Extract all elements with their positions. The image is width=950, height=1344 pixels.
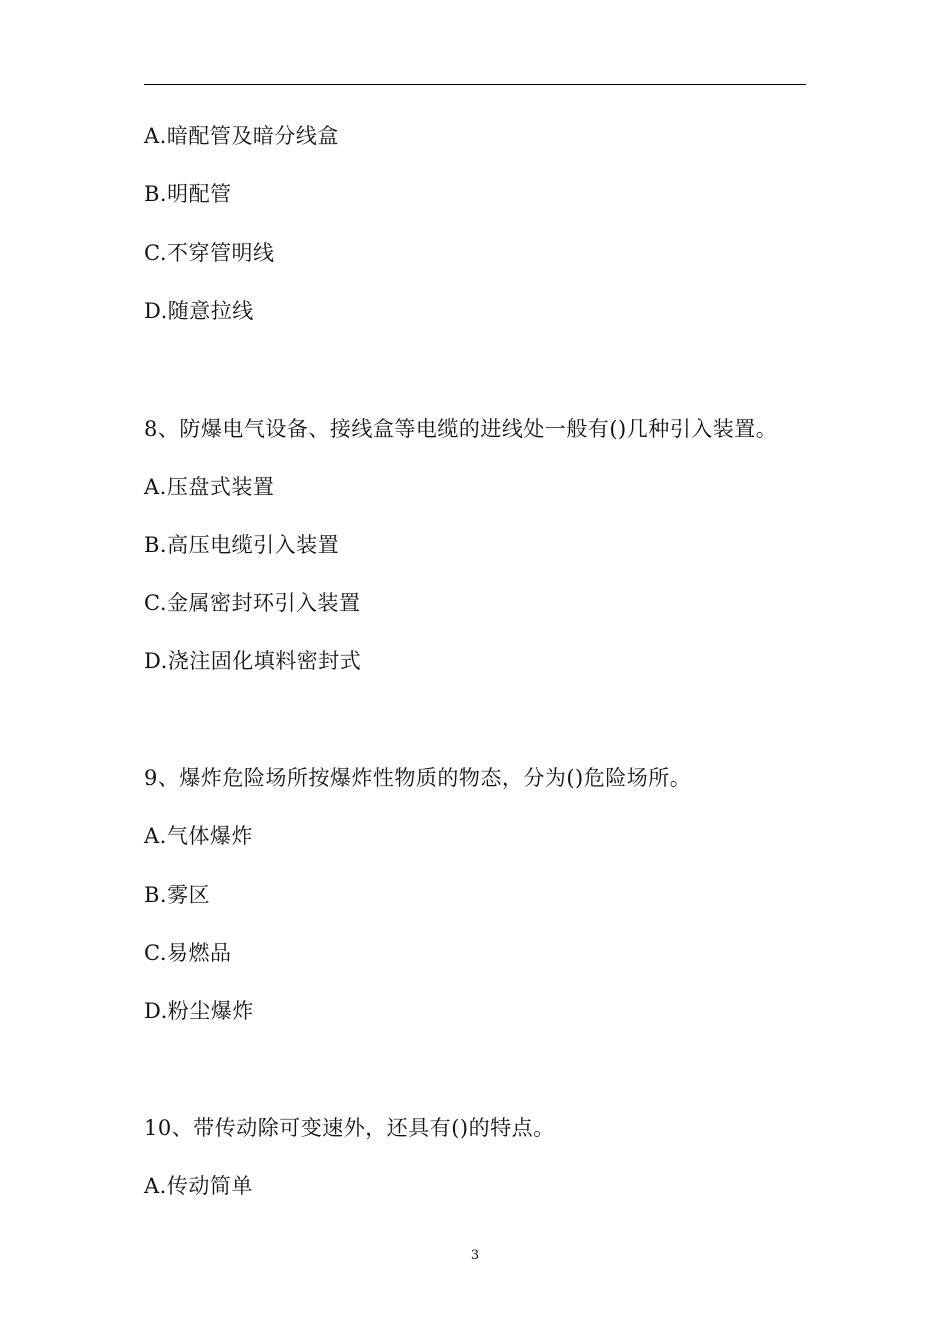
q9-option-a: A.气体爆炸	[144, 824, 253, 848]
q8-option-c: C.金属密封环引入装置	[144, 591, 361, 615]
q7-option-b: B.明配管	[144, 182, 232, 206]
q7-option-d: D.随意拉线	[144, 299, 254, 323]
question-10: 10、带传动除可变速外，还具有()的特点。	[144, 1116, 555, 1140]
page-number: 3	[470, 1248, 480, 1263]
q7-option-c: C.不穿管明线	[144, 241, 275, 265]
q8-option-d: D.浇注固化填料密封式	[144, 649, 362, 673]
q9-option-b: B.雾区	[144, 883, 211, 907]
q9-option-d: D.粉尘爆炸	[144, 999, 254, 1023]
question-9: 9、爆炸危险场所按爆炸性物质的物态，分为()危险场所。	[144, 766, 692, 790]
q8-option-b: B.高压电缆引入装置	[144, 533, 340, 557]
question-8: 8、防爆电气设备、接线盒等电缆的进线处一般有()几种引入装置。	[144, 417, 778, 441]
q8-option-a: A.压盘式装置	[144, 475, 275, 499]
header-rule	[144, 84, 806, 85]
q7-option-a: A.暗配管及暗分线盒	[144, 124, 339, 148]
q10-option-a: A.传动简单	[144, 1174, 253, 1198]
q9-option-c: C.易燃品	[144, 941, 232, 965]
